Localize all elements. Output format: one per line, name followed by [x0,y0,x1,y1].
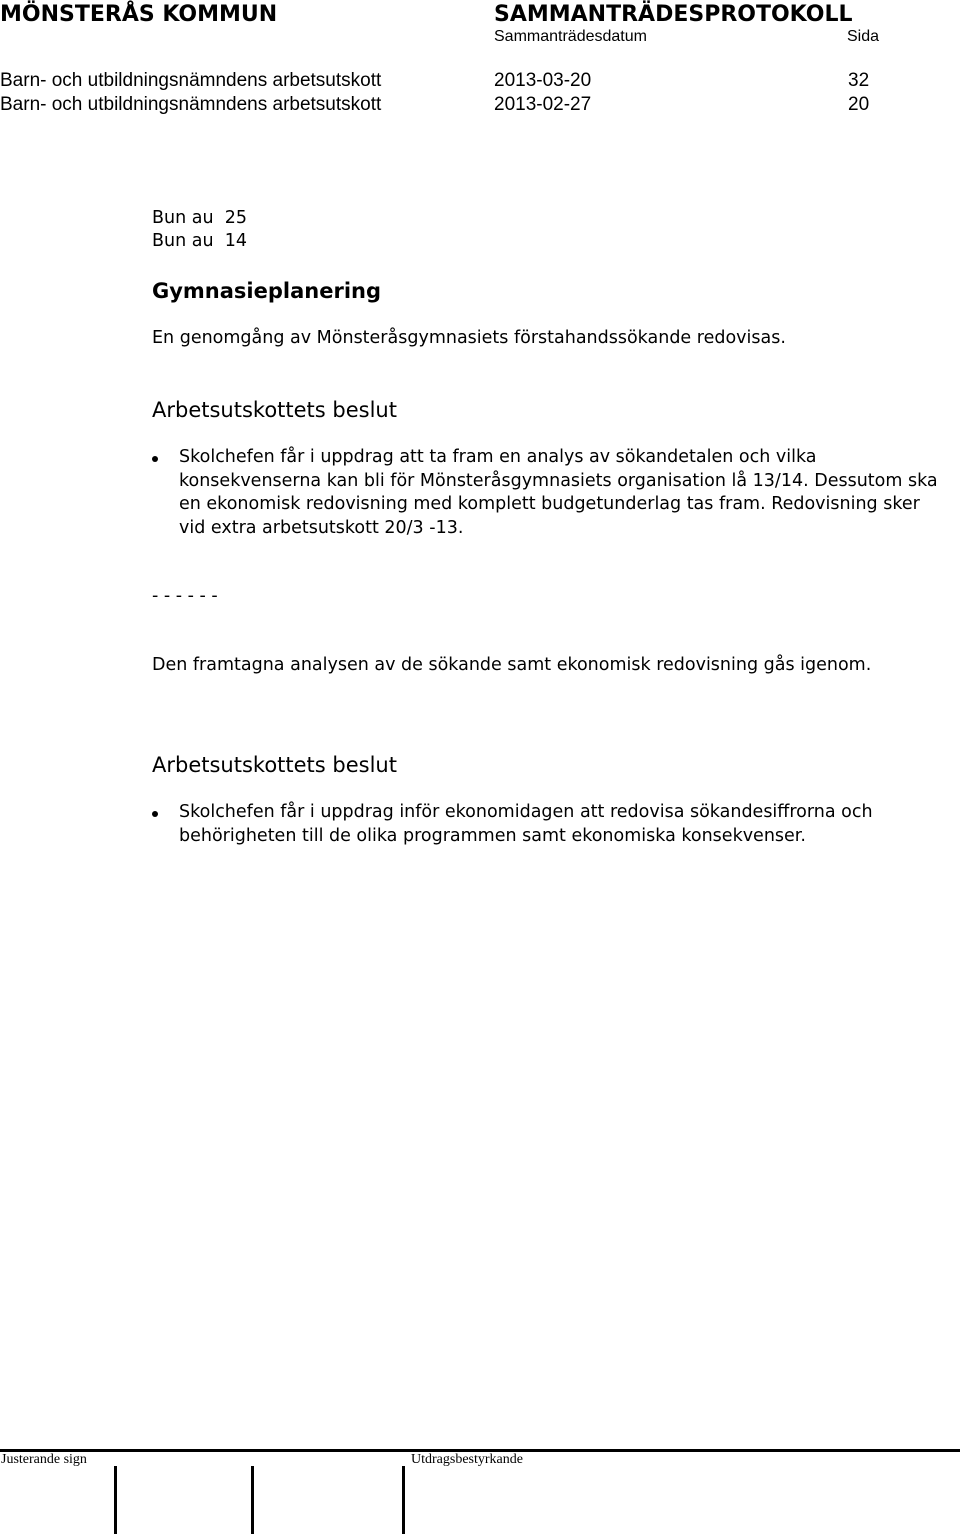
decision-bullet [152,446,938,546]
intro-text: En genomgång av Mönsteråsgymnasiets förstahandssökande redovisas. [152,328,786,348]
paragraph-reference: Bun au 25 [152,208,247,228]
decision-heading: Arbetsutskottets beslut [152,753,397,777]
bullet-icon [152,811,158,817]
followup-text: Den framtagna analysen av de sökande samt ekonomisk redovisning gås igenom. [152,655,872,675]
bullet-icon [152,456,158,462]
municipality-name: MÖNSTERÅS KOMMUN [0,2,278,27]
decision-text: Skolchefen får i uppdrag att ta fram en analys av sökandetalen och vilka konsekvenserna kan bli för Mönsteråsgymnasiets organisation lå 13/14. Dessutom ska en ekonomisk redovisning med komplett budgetunderlag tas fram. Redovisning sker vid extra arbetsutskott 20/3 -13. [179,447,938,538]
page-number: 32 [848,70,870,91]
paragraph-reference: Bun au 14 [152,231,247,251]
signature-box-divider [114,1466,117,1534]
meeting-date: 2013-02-27 [494,94,592,115]
extract-certification-label: Utdragsbestyrkande [411,1452,523,1467]
decision-bullet [152,801,932,851]
signature-box-divider [402,1466,405,1534]
separator: - - - - - - [152,586,218,606]
decision-heading: Arbetsutskottets beslut [152,398,397,422]
committee-name: Barn- och utbildningsnämndens arbetsutskott [0,94,382,115]
date-label: Sammanträdesdatum [494,28,647,45]
section-title: Gymnasieplanering [152,279,382,303]
signature-label: Justerande sign [1,1452,87,1467]
page-label: Sida [847,28,880,45]
page-number: 20 [848,94,870,115]
document-type: SAMMANTRÄDESPROTOKOLL [494,2,853,27]
signature-box-divider [251,1466,254,1534]
meeting-date: 2013-03-20 [494,70,592,91]
committee-name: Barn- och utbildningsnämndens arbetsutskott [0,70,382,91]
decision-text: Skolchefen får i uppdrag inför ekonomidagen att redovisa sökandesiffrorna och behörigheten till de olika programmen samt ekonomiska konsekvenser. [179,802,873,846]
